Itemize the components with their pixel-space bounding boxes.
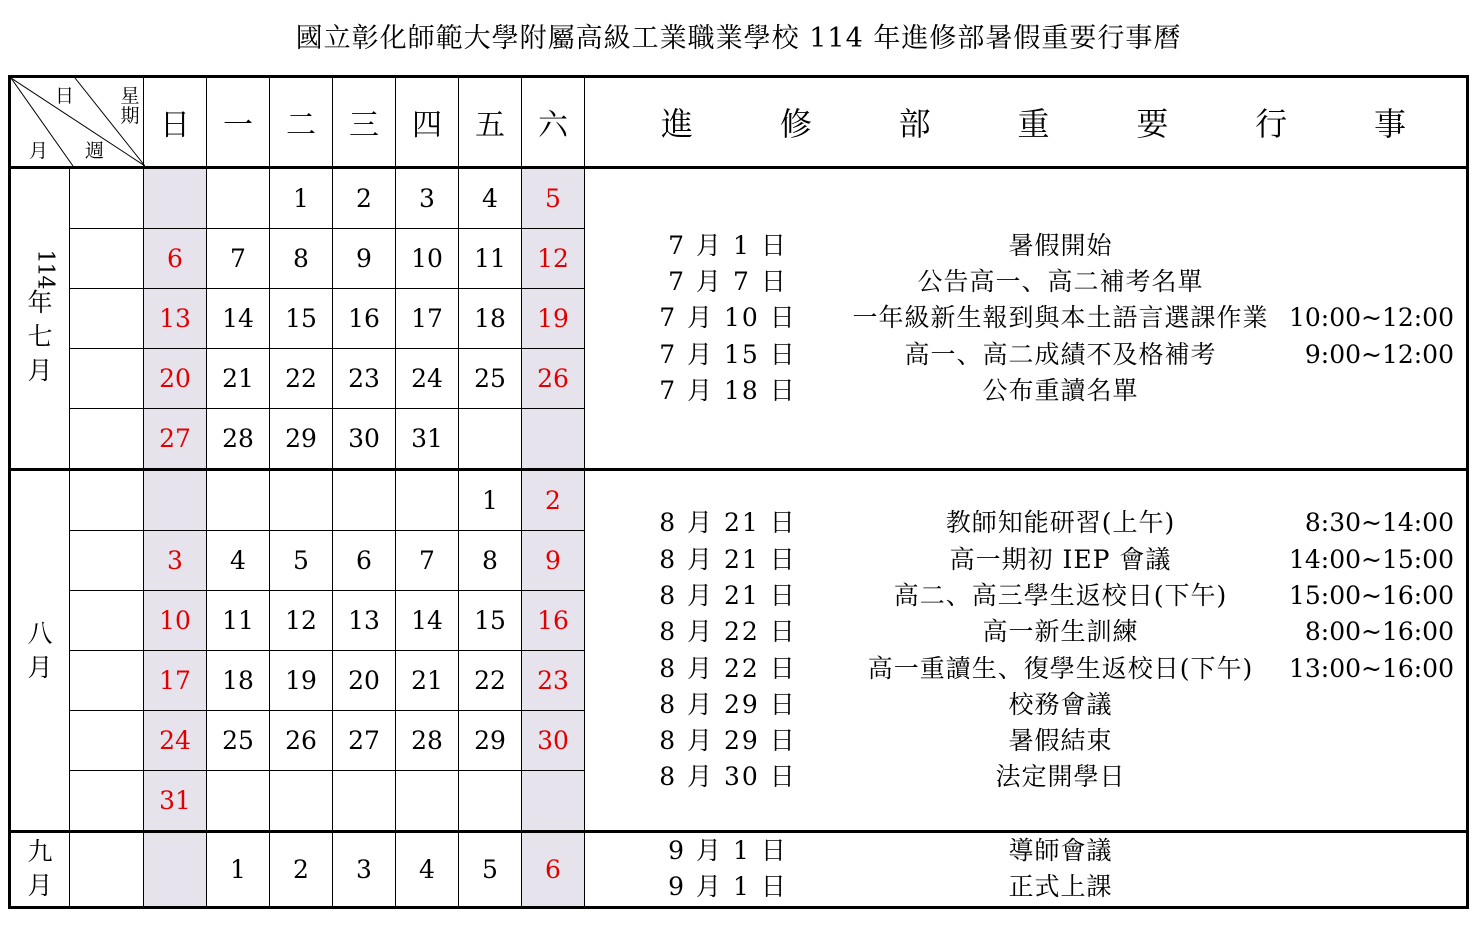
events-heading <box>585 77 1468 168</box>
day-number: 28 <box>411 726 443 755</box>
week-number-cell <box>70 470 144 531</box>
corner-weekday-label: 星期 <box>120 85 140 127</box>
events-cell <box>585 168 1468 470</box>
week-row <box>10 168 1468 229</box>
week-number-cell <box>70 229 144 289</box>
day-cell <box>396 711 459 771</box>
day-cell <box>459 711 522 771</box>
month-label-char: 年 <box>27 287 53 317</box>
day-cell <box>333 470 396 531</box>
day-cell <box>207 229 270 289</box>
event-time: 8:30~14:00 <box>1304 508 1454 538</box>
day-cell <box>522 832 585 908</box>
day-cell <box>144 229 207 289</box>
week-number-cell <box>70 651 144 711</box>
day-number: 18 <box>222 666 254 695</box>
event-item <box>585 578 1466 614</box>
event-date: 8 月 21 日 <box>659 580 797 610</box>
day-number: 29 <box>474 726 506 755</box>
week-number-cell <box>70 168 144 229</box>
event-date: 8 月 21 日 <box>659 544 797 574</box>
day-number: 27 <box>159 424 191 453</box>
event-text: 教師知能研習(上午) <box>945 508 1176 538</box>
day-cell <box>522 771 585 832</box>
day-cell <box>207 349 270 409</box>
day-cell <box>459 832 522 908</box>
day-cell <box>144 349 207 409</box>
events-heading-char: 行 <box>1255 105 1288 143</box>
weekday-header: 六 <box>522 77 585 168</box>
day-cell <box>207 711 270 771</box>
event-date: 7 月 15 日 <box>659 339 797 369</box>
day-cell <box>459 591 522 651</box>
event-text: 導師會議 <box>1008 836 1113 865</box>
day-number: 1 <box>293 184 309 213</box>
day-cell <box>270 409 333 470</box>
event-item <box>585 228 1466 264</box>
events-cell <box>585 832 1468 908</box>
week-number-cell <box>70 289 144 349</box>
day-cell <box>459 651 522 711</box>
day-number: 13 <box>159 304 191 333</box>
day-cell <box>333 591 396 651</box>
day-number: 18 <box>474 304 506 333</box>
day-cell <box>396 832 459 908</box>
day-cell <box>144 832 207 908</box>
event-item <box>585 542 1466 578</box>
day-number: 12 <box>537 244 569 273</box>
day-cell <box>207 409 270 470</box>
event-date: 7 月 1 日 <box>668 230 788 260</box>
page-title: 國立彰化師範大學附屬高級工業職業學校 114 年進修部暑假重要行事曆 <box>295 23 1182 54</box>
event-item <box>585 651 1466 687</box>
event-text: 公布重讀名單 <box>982 375 1139 405</box>
day-number: 27 <box>348 726 380 755</box>
day-number: 8 <box>482 546 498 575</box>
calendar-body <box>10 168 1468 908</box>
week-row <box>10 470 1468 531</box>
events-heading-char: 重 <box>1017 105 1050 143</box>
day-cell <box>522 289 585 349</box>
day-cell <box>270 531 333 591</box>
day-cell <box>396 531 459 591</box>
events-heading-char: 修 <box>779 105 812 143</box>
event-item <box>585 300 1466 336</box>
day-cell <box>207 832 270 908</box>
day-cell <box>144 711 207 771</box>
event-text: 高一、高二成績不及格補考 <box>904 339 1217 369</box>
day-number: 25 <box>474 364 506 393</box>
day-cell <box>207 771 270 832</box>
event-date: 8 月 22 日 <box>659 617 797 647</box>
day-cell <box>207 591 270 651</box>
day-cell <box>459 470 522 531</box>
day-number: 5 <box>482 854 498 884</box>
event-text: 公告高一、高二補考名單 <box>917 267 1204 297</box>
day-number: 23 <box>537 666 569 695</box>
day-cell <box>396 168 459 229</box>
day-cell <box>459 168 522 229</box>
week-number-cell <box>70 771 144 832</box>
day-number: 23 <box>348 364 380 393</box>
day-number: 20 <box>159 364 191 393</box>
day-number: 4 <box>419 854 435 884</box>
event-date: 8 月 22 日 <box>659 653 797 683</box>
event-item <box>585 869 1466 905</box>
event-text: 暑假結束 <box>1008 726 1113 756</box>
event-text: 暑假開始 <box>1008 230 1113 260</box>
day-number: 7 <box>419 546 435 575</box>
event-time: 8:00~16:00 <box>1304 617 1454 647</box>
day-number: 11 <box>222 606 254 635</box>
day-cell <box>333 771 396 832</box>
weekday-header: 日 <box>144 77 207 168</box>
weekday-header: 一 <box>207 77 270 168</box>
day-number: 6 <box>356 546 372 575</box>
weekday-header: 二 <box>270 77 333 168</box>
month-label <box>10 832 70 908</box>
day-number: 3 <box>356 854 372 884</box>
month-label <box>10 168 70 470</box>
day-number: 25 <box>222 726 254 755</box>
month-year-number: 114 <box>32 249 58 288</box>
day-number: 31 <box>411 424 443 453</box>
event-item <box>585 373 1466 409</box>
day-number: 14 <box>222 304 254 333</box>
day-number: 2 <box>293 854 309 884</box>
day-cell <box>270 168 333 229</box>
day-number: 30 <box>537 726 569 755</box>
day-number: 29 <box>285 424 317 453</box>
day-number: 11 <box>474 244 506 273</box>
day-number: 4 <box>230 546 246 575</box>
day-cell <box>459 771 522 832</box>
day-number: 20 <box>348 666 380 695</box>
month-label-char: 八 <box>27 618 53 648</box>
events-heading-char: 進 <box>661 105 694 143</box>
day-number: 19 <box>285 666 317 695</box>
day-cell <box>144 771 207 832</box>
day-cell <box>396 470 459 531</box>
day-number: 24 <box>411 364 443 393</box>
event-time <box>1284 373 1466 409</box>
day-number: 5 <box>293 546 309 575</box>
event-item <box>585 614 1466 650</box>
event-date: 9 月 1 日 <box>668 836 788 865</box>
day-number: 31 <box>159 786 191 815</box>
day-cell <box>459 349 522 409</box>
weekday-header: 四 <box>396 77 459 168</box>
day-cell <box>396 229 459 289</box>
day-cell <box>270 651 333 711</box>
event-date: 7 月 10 日 <box>659 303 797 333</box>
day-number: 1 <box>482 486 498 515</box>
event-time <box>1284 228 1466 264</box>
day-number: 5 <box>545 184 561 213</box>
event-text: 高一新生訓練 <box>982 617 1139 647</box>
event-text: 高一期初 IEP 會議 <box>949 544 1172 574</box>
day-cell <box>333 711 396 771</box>
day-cell <box>522 470 585 531</box>
event-item <box>585 723 1466 759</box>
day-cell <box>459 229 522 289</box>
day-cell <box>522 168 585 229</box>
event-item <box>585 264 1466 300</box>
week-number-cell <box>70 832 144 908</box>
day-cell <box>207 168 270 229</box>
day-cell <box>144 531 207 591</box>
day-cell <box>522 409 585 470</box>
events-cell <box>585 470 1468 832</box>
event-time <box>1284 833 1466 869</box>
day-number: 24 <box>159 726 191 755</box>
event-time <box>1284 687 1466 723</box>
day-number: 6 <box>167 244 183 273</box>
day-number: 10 <box>159 606 191 635</box>
day-number: 17 <box>411 304 443 333</box>
day-number: 10 <box>411 244 443 273</box>
events-heading-char: 要 <box>1136 105 1169 143</box>
day-cell <box>207 470 270 531</box>
day-cell <box>144 651 207 711</box>
week-number-cell <box>70 349 144 409</box>
week-row <box>10 832 1468 908</box>
day-number: 15 <box>285 304 317 333</box>
week-number-cell <box>70 591 144 651</box>
day-cell <box>333 531 396 591</box>
day-number: 28 <box>222 424 254 453</box>
day-cell <box>270 229 333 289</box>
day-cell <box>144 470 207 531</box>
day-cell <box>333 289 396 349</box>
day-cell <box>270 711 333 771</box>
event-item <box>585 337 1466 373</box>
event-date: 8 月 29 日 <box>659 689 797 719</box>
day-number: 4 <box>482 184 498 213</box>
day-cell <box>333 349 396 409</box>
event-date: 8 月 21 日 <box>659 508 797 538</box>
event-text: 法定開學日 <box>995 762 1126 792</box>
event-time: 10:00~12:00 <box>1288 303 1454 333</box>
day-cell <box>522 229 585 289</box>
day-cell <box>333 832 396 908</box>
day-cell <box>270 591 333 651</box>
day-cell <box>270 349 333 409</box>
corner-cell <box>10 77 144 168</box>
day-cell <box>522 531 585 591</box>
day-number: 12 <box>285 606 317 635</box>
day-number: 21 <box>222 364 254 393</box>
event-date: 9 月 1 日 <box>668 872 788 902</box>
weekday-header: 五 <box>459 77 522 168</box>
day-cell <box>459 289 522 349</box>
day-number: 16 <box>348 304 380 333</box>
day-cell <box>144 591 207 651</box>
event-item <box>585 759 1466 795</box>
header-row <box>10 77 1468 168</box>
day-number: 6 <box>545 854 561 884</box>
day-cell <box>270 771 333 832</box>
event-time <box>1284 869 1466 905</box>
day-number: 15 <box>474 606 506 635</box>
corner-week-label: 週 <box>85 140 105 162</box>
day-number: 1 <box>230 854 246 884</box>
event-text: 校務會議 <box>1008 689 1113 719</box>
day-cell <box>144 409 207 470</box>
month-label-char: 月 <box>27 871 53 901</box>
event-item <box>585 505 1466 541</box>
event-item <box>585 833 1466 869</box>
day-number: 16 <box>537 606 569 635</box>
day-cell <box>396 771 459 832</box>
weekday-header: 三 <box>333 77 396 168</box>
day-cell <box>144 289 207 349</box>
event-date: 7 月 7 日 <box>668 267 788 297</box>
day-cell <box>333 229 396 289</box>
day-number: 21 <box>411 666 443 695</box>
corner-day-label: 日 <box>55 85 75 107</box>
event-date: 8 月 30 日 <box>659 762 797 792</box>
day-number: 7 <box>230 244 246 273</box>
event-text: 高二、高三學生返校日(下午) <box>893 580 1228 610</box>
day-number: 9 <box>545 546 561 575</box>
day-cell <box>396 651 459 711</box>
month-label-char: 九 <box>27 837 53 867</box>
day-number: 2 <box>545 486 561 515</box>
day-number: 30 <box>348 424 380 453</box>
day-number: 3 <box>167 546 183 575</box>
day-cell <box>333 409 396 470</box>
event-time: 9:00~12:00 <box>1304 339 1454 369</box>
event-time <box>1284 723 1466 759</box>
day-cell <box>396 349 459 409</box>
day-cell <box>396 409 459 470</box>
day-number: 22 <box>285 364 317 393</box>
week-number-cell <box>70 409 144 470</box>
day-cell <box>333 168 396 229</box>
day-number: 13 <box>348 606 380 635</box>
week-number-cell <box>70 711 144 771</box>
day-cell <box>459 409 522 470</box>
day-cell <box>207 289 270 349</box>
day-cell <box>396 591 459 651</box>
events-heading-char: 部 <box>898 105 931 143</box>
day-cell <box>396 289 459 349</box>
event-date: 8 月 29 日 <box>659 726 797 756</box>
day-cell <box>207 651 270 711</box>
day-cell <box>144 168 207 229</box>
day-number: 17 <box>159 666 191 695</box>
week-number-cell <box>70 531 144 591</box>
event-item <box>585 687 1466 723</box>
event-time: 14:00~15:00 <box>1288 544 1454 574</box>
corner-month-label: 月 <box>29 140 49 162</box>
month-label-char: 七 <box>27 321 53 351</box>
event-time: 15:00~16:00 <box>1288 580 1454 610</box>
day-number: 9 <box>356 244 372 273</box>
event-text: 正式上課 <box>1008 872 1113 902</box>
event-time <box>1284 264 1466 300</box>
day-cell <box>522 711 585 771</box>
day-cell <box>207 531 270 591</box>
day-number: 19 <box>537 304 569 333</box>
month-label-char: 月 <box>27 652 53 682</box>
day-cell <box>522 651 585 711</box>
month-label-char: 月 <box>27 355 53 385</box>
day-number: 26 <box>537 364 569 393</box>
day-cell <box>270 289 333 349</box>
event-text: 高一重讀生、復學生返校日(下午) <box>867 653 1254 683</box>
day-cell <box>270 470 333 531</box>
day-number: 14 <box>411 606 443 635</box>
day-cell <box>270 832 333 908</box>
day-cell <box>333 651 396 711</box>
event-time <box>1284 759 1466 795</box>
day-number: 2 <box>356 184 372 213</box>
day-number: 3 <box>419 184 435 213</box>
event-text: 一年級新生報到與本土語言選課作業 <box>852 303 1269 333</box>
events-heading-char: 事 <box>1373 105 1406 143</box>
day-cell <box>522 349 585 409</box>
day-number: 8 <box>293 244 309 273</box>
event-time: 13:00~16:00 <box>1288 653 1454 683</box>
calendar-table <box>8 75 1469 909</box>
day-number: 26 <box>285 726 317 755</box>
day-cell <box>459 531 522 591</box>
month-label <box>10 470 70 832</box>
event-date: 7 月 18 日 <box>659 375 797 405</box>
day-number: 22 <box>474 666 506 695</box>
day-cell <box>522 591 585 651</box>
